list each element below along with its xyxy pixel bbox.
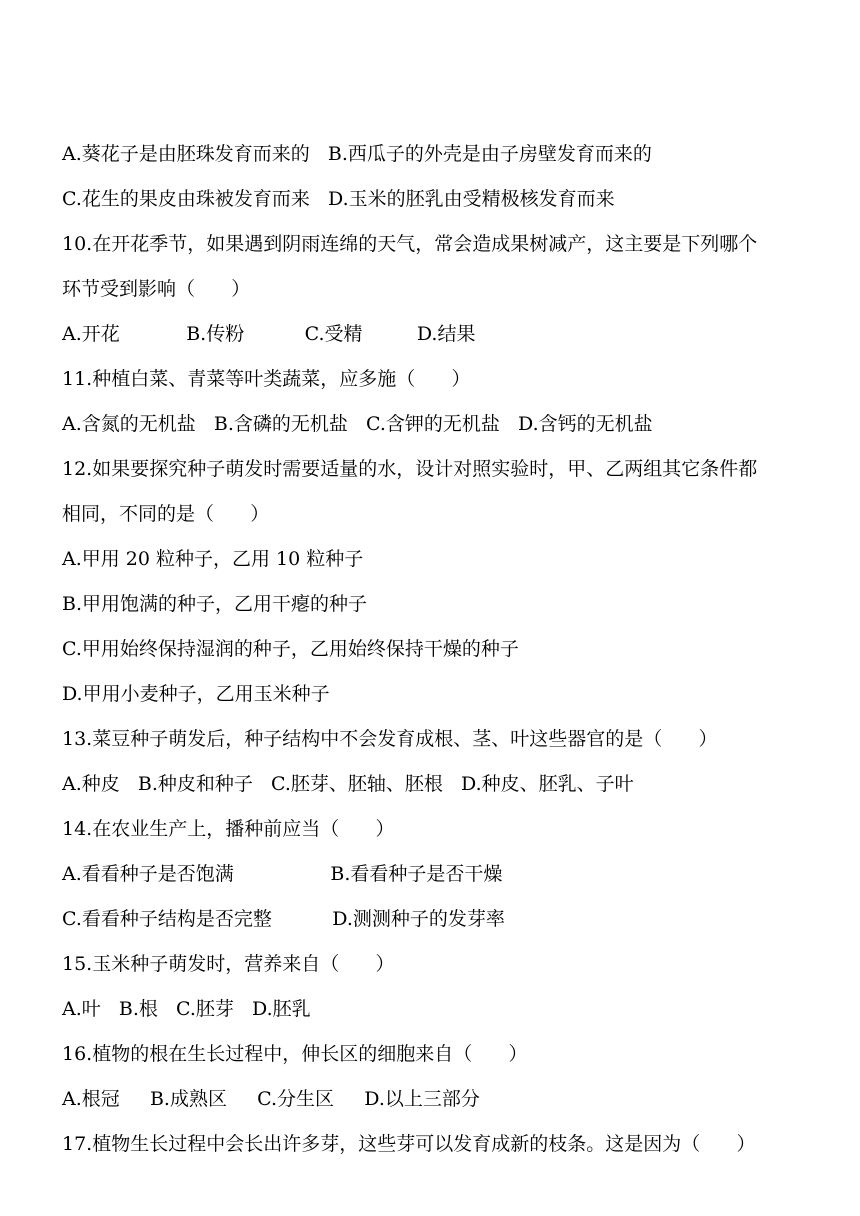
question-12-line-1: 12.如果要探究种子萌发时需要适量的水，设计对照实验时，甲、乙两组其它条件都 [62, 458, 758, 480]
option-line-c-d: C.花生的果皮由珠被发育而来 D.玉米的胚乳由受精极核发育而来 [62, 188, 615, 210]
question-13: 13.菜豆种子萌发后，种子结构中不会发育成根、茎、叶这些器官的是（ ） [62, 728, 718, 750]
question-16-options: A.根冠 B.成熟区 C.分生区 D.以上三部分 [62, 1088, 480, 1110]
question-14: 14.在农业生产上，播种前应当（ ） [62, 818, 395, 840]
question-17: 17.植物生长过程中会长出许多芽，这些芽可以发育成新的枝条。这是因为（ ） [62, 1133, 756, 1155]
question-10-line-1: 10.在开花季节，如果遇到阴雨连绵的天气，常会造成果树减产，这主要是下列哪个 [62, 233, 758, 255]
question-13-options: A.种皮 B.种皮和种子 C.胚芽、胚轴、胚根 D.种皮、胚乳、子叶 [62, 773, 634, 795]
question-12-option-b: B.甲用饱满的种子，乙用干瘪的种子 [62, 593, 368, 615]
question-12-option-d: D.甲用小麦种子，乙用玉米种子 [62, 683, 330, 705]
question-15-options: A.叶 B.根 C.胚芽 D.胚乳 [62, 998, 311, 1020]
question-16: 16.植物的根在生长过程中，伸长区的细胞来自（ ） [62, 1043, 528, 1065]
question-14-options-a-b: A.看看种子是否饱满 B.看看种子是否干燥 [62, 863, 503, 885]
question-12-option-c: C.甲用始终保持湿润的种子，乙用始终保持干燥的种子 [62, 638, 519, 660]
question-10-options: A.开花 B.传粉 C.受精 D.结果 [62, 323, 476, 345]
question-12-option-a: A.甲用 20 粒种子，乙用 10 粒种子 [62, 548, 364, 570]
question-11-options: A.含氮的无机盐 B.含磷的无机盐 C.含钾的无机盐 D.含钙的无机盐 [62, 413, 653, 435]
question-10-line-2: 环节受到影响（ ） [62, 278, 251, 300]
option-line-a-b: A.葵花子是由胚珠发育而来的 B.西瓜子的外壳是由子房壁发育而来的 [62, 143, 652, 165]
question-11: 11.种植白菜、青菜等叶类蔬菜，应多施（ ） [62, 368, 471, 390]
question-14-options-c-d: C.看看种子结构是否完整 D.测测种子的发芽率 [62, 908, 505, 930]
question-15: 15.玉米种子萌发时，营养来自（ ） [62, 953, 395, 975]
question-12-line-2: 相同，不同的是（ ） [62, 503, 270, 525]
